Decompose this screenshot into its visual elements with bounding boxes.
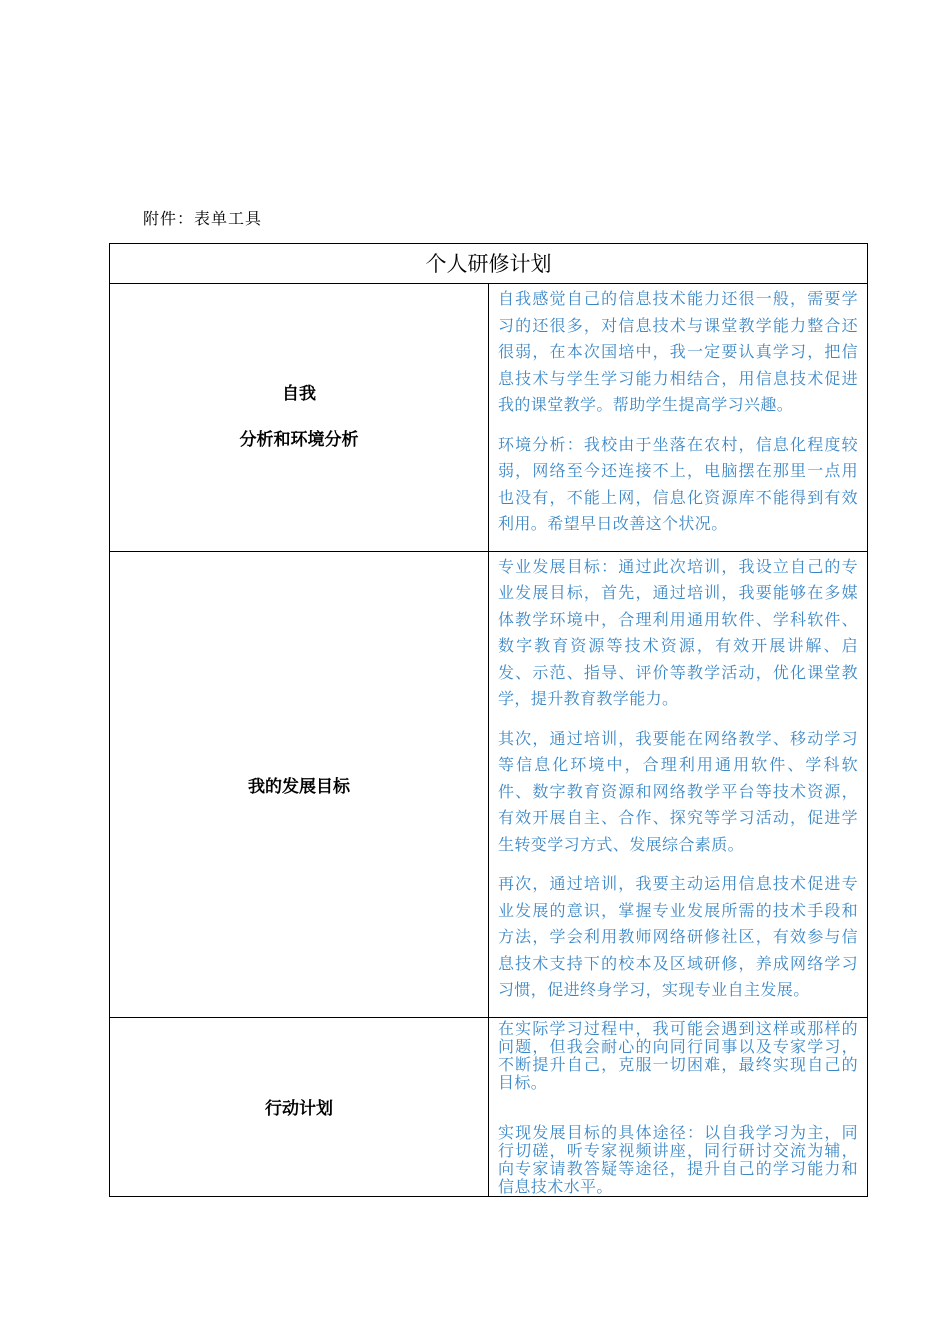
content-paragraph: 再次，通过培训，我要主动运用信息技术促进专业发展的意识，掌握专业发展所需的技术手段和方法，学会利用教师网络研修社区，有效参与信息技术支持下的校本及区域研修，养成网络学习习惯，促进终身学习，实现专业自主发展。 [498, 874, 858, 999]
table-row-action-plan [110, 1017, 868, 1196]
row-label-line: 行动计划 [265, 1099, 333, 1119]
content-paragraph: 自我感觉自己的信息技术能力还很一般，需要学习的还很多，对信息技术与课堂教学能力整合还很弱，在本次国培中，我一定要认真学习，把信息技术与学生学习能力相结合，用信息技术促进我的课堂教学。帮助学生提高学习兴趣。 [498, 289, 858, 414]
row-label-line: 我的发展目标 [248, 776, 350, 797]
row-label-development-goals [110, 551, 489, 1017]
content-paragraph: 实现发展目标的具体途径：以自我学习为主，同行切磋，听专家视频讲座，同行研讨交流为辅，向专家请教答疑等途径，提升自己的学习能力和信息技术水平。 [498, 1122, 858, 1196]
content-paragraph: 在实际学习过程中，我可能会遇到这样或那样的问题，但我会耐心的向同行同事以及专家学习，不断提升自己，克服一切困难，最终实现自己的目标。 [498, 1018, 858, 1092]
content-paragraph: 环境分析：我校由于坐落在农村，信息化程度较弱，网络至今还连接不上，电脑摆在那里一点用也没有，不能上网，信息化资源库不能得到有效利用。希望早日改善这个状况。 [498, 434, 858, 533]
table-row-self-analysis [110, 284, 868, 552]
row-content-action-plan [489, 1017, 868, 1196]
research-plan-table [109, 243, 868, 1197]
attachment-caption: 附件：表单工具 [143, 209, 263, 228]
table-row-development-goals [110, 551, 868, 1017]
row-label-line: 自我 [282, 384, 316, 405]
table-title: 个人研修计划 [110, 244, 868, 284]
content-paragraph: 专业发展目标：通过此次培训，我设立自己的专业发展目标，首先，通过培训，我要能够在多媒体教学环境中，合理利用通用软件、学科软件、数字教育资源等技术资源，有效开展讲解、启发、示范、指导、评价等教学活动，优化课堂教学，提升教育教学能力。 [498, 556, 858, 708]
row-content-self-analysis [489, 284, 868, 552]
paragraph-gap [498, 1092, 858, 1124]
row-label-line: 分析和环境分析 [239, 430, 359, 451]
content-paragraph: 其次，通过培训，我要能在网络教学、移动学习等信息化环境中，合理利用通用软件、学科软件、数字教育资源和网络教学平台等技术资源，有效开展自主、合作、探究等学习活动，促进学生转变学习方式、发展综合素质。 [498, 728, 858, 854]
row-label-action-plan [110, 1017, 489, 1196]
row-content-development-goals [489, 551, 868, 1017]
row-label-self-analysis [110, 284, 489, 552]
